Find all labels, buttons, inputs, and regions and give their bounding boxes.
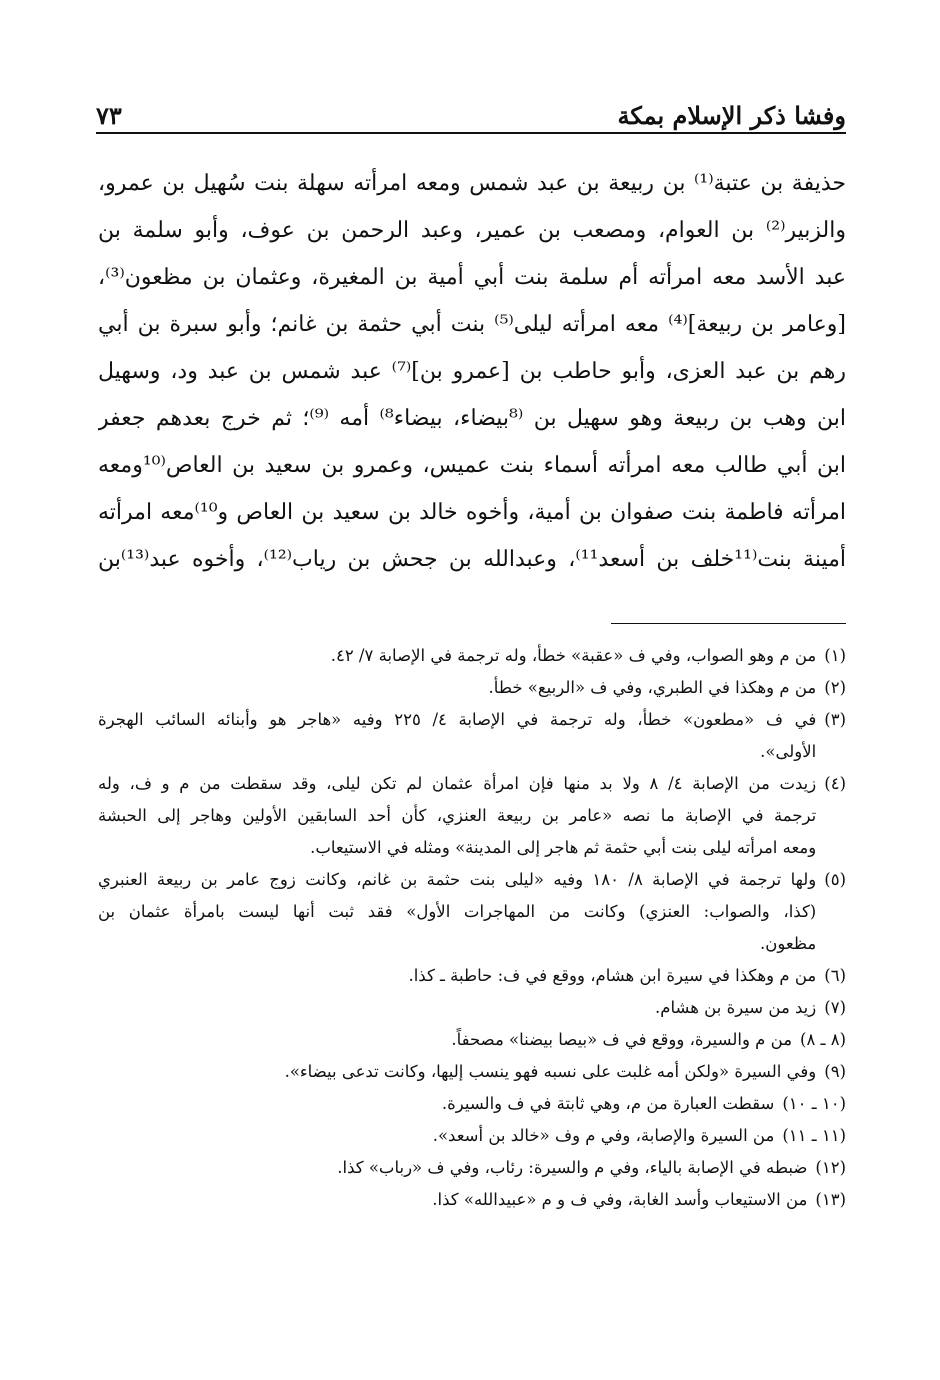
body-line: والزبير⁽²⁾ بن العوام، ومصعب بن عمير، وعبد الرحمن بن عوف، وأبو سلمة بن xyxy=(98,218,846,243)
footnote xyxy=(98,960,846,992)
footnote-line: ولها ترجمة في الإصابة ٨/ ١٨٠ وفيه «ليلى بنت حثمة بن غانم، وكانت زوج عامر بن ربيعة العنبري xyxy=(98,870,817,889)
footnote xyxy=(98,640,846,672)
footnote xyxy=(98,672,846,704)
footnote-number: (٨ ـ ٨) xyxy=(800,1030,846,1049)
footnote-line: ترجمة في الإصابة ما نصه «عامر بن ربيعة العنزي، كأن أحد السابقين الأولين وهاجر إلى الحبشة xyxy=(98,806,817,825)
footnote xyxy=(98,768,846,864)
footnote xyxy=(98,1024,846,1056)
footnote-number: (١٢) xyxy=(815,1158,846,1177)
footnote-number: (١٠ ـ ١٠) xyxy=(782,1094,846,1113)
body-line: امرأته فاطمة بنت صفوان بن أمية، وأخوه خالد بن سعيد بن العاص و¹⁰⁾معه امرأته xyxy=(98,500,846,525)
body-line: عبد الأسد معه امرأته أم سلمة بنت أبي أمية بن المغيرة، وعثمان بن مظعون⁽³⁾، xyxy=(98,265,846,290)
footnote-line: من م وهكذا في سيرة ابن هشام، ووقع في ف: حاطبة ـ كذا. xyxy=(408,966,817,985)
footnote xyxy=(98,1088,846,1120)
footnote xyxy=(98,1184,846,1216)
body-line: أمينة بنت⁽¹¹خلف بن أسعد¹¹⁾، وعبدالله بن جحش بن رياب⁽¹²⁾، وأخوه عبد⁽¹³⁾بن xyxy=(98,547,846,572)
footnote-number: (١٣) xyxy=(815,1190,846,1209)
footnote-line: من م وهو الصواب، وفي ف «عقبة» خطأ، وله ترجمة في الإصابة ٧/ ٤٢. xyxy=(330,646,817,665)
body-line: ابن أبي طالب معه امرأته أسماء بنت عميس، وعمرو بن سعيد بن العاص⁽¹⁰ومعه xyxy=(98,453,846,478)
footnote xyxy=(98,1152,846,1184)
body-text xyxy=(98,160,846,583)
footnote-number: (٣) xyxy=(824,710,846,729)
footnote-line: سقطت العبارة من م، وهي ثابتة في ف والسيرة. xyxy=(441,1094,775,1113)
footnote-number: (٦) xyxy=(824,966,846,985)
footnote xyxy=(98,864,846,960)
footnote-line: ومعه امرأته ليلى بنت أبي حثمة ثم هاجر إلى المدينة» ومثله في الاستيعاب. xyxy=(310,838,817,857)
footnote-line: من م والسيرة، ووقع في ف «بيصا بيضنا» مصحفاً. xyxy=(451,1030,793,1049)
footnote-line: (كذا، والصواب: العنزي) وكانت من المهاجرات الأول» فقد ثبت أنها ليست بامرأة عثمان بن xyxy=(98,902,817,921)
footnote-number: (٧) xyxy=(824,998,846,1017)
footnotes xyxy=(98,640,846,1216)
footnote xyxy=(98,992,846,1024)
header-rule xyxy=(96,132,846,134)
footnote-line: زيد من سيرة بن هشام. xyxy=(655,998,817,1017)
footnote-number: (٢) xyxy=(824,678,846,697)
body-line: رهم بن عبد العزى، وأبو حاطب بن [عمرو بن]⁽⁷⁾ عبد شمس بن عبد ود، وسهيل xyxy=(98,359,846,384)
footnote-number: (٤) xyxy=(824,774,846,793)
footnote xyxy=(98,1056,846,1088)
footnote-line: من السيرة والإصابة، وفي م وف «خالد بن أسعد». xyxy=(432,1126,775,1145)
footnote-line: وفي السيرة «ولكن أمه غلبت على نسبه فهو ينسب إليها، وكانت تدعى بيضاء». xyxy=(284,1062,817,1081)
footnote xyxy=(98,704,846,768)
footnote xyxy=(98,1120,846,1152)
footnote-line: الأولى». xyxy=(760,742,817,761)
footnote-line: مظعون. xyxy=(760,934,817,953)
body-line: حذيفة بن عتبة⁽¹⁾ بن ربيعة بن عبد شمس ومعه امرأته سهلة بنت سُهيل بن عمرو، xyxy=(98,171,846,196)
footnote-number: (٥) xyxy=(824,870,846,889)
footnote-number: (٩) xyxy=(824,1062,846,1081)
footnote-line: ضبطه في الإصابة بالياء، وفي م والسيرة: رئاب، وفي ف «رباب» كذا. xyxy=(337,1158,808,1177)
footnote-number: (١١ ـ ١١) xyxy=(782,1126,846,1145)
footnote-line: في ف «مطعون» خطأ، وله ترجمة في الإصابة ٤/ ٢٢٥ وفيه «هاجر هو وأبنائه السائب الهجرة xyxy=(98,710,817,729)
page-number: ٧٣ xyxy=(96,101,122,130)
body-line: ابن وهب بن ربيعة وهو سهيل بن ⁽⁸بيضاء، بيضاء⁸⁾ أمه ⁽⁹⁾؛ ثم خرج بعدهم جعفر xyxy=(98,406,846,431)
body-line: [وعامر بن ربيعة]⁽⁴⁾ معه امرأته ليلى⁽⁵⁾ بنت أبي حثمة بن غانم؛ وأبو سبرة بن أبي xyxy=(98,312,846,337)
footnote-line: من م وهكذا في الطبري، وفي ف «الربيع» خطأ. xyxy=(488,678,817,697)
footnote-number: (١) xyxy=(824,646,846,665)
running-title: وفشا ذكر الإسلام بمكة xyxy=(617,101,846,130)
page-header xyxy=(96,96,846,130)
footnote-line: زيدت من الإصابة ٤/ ٨ ولا بد منها فإن امرأة عثمان لم تكن ليلى، وقد سقطت من م و ف، وله xyxy=(98,774,817,793)
footnote-separator xyxy=(611,623,846,624)
footnote-line: من الاستيعاب وأسد الغابة، وفي ف و م «عبيدالله» كذا. xyxy=(432,1190,808,1209)
